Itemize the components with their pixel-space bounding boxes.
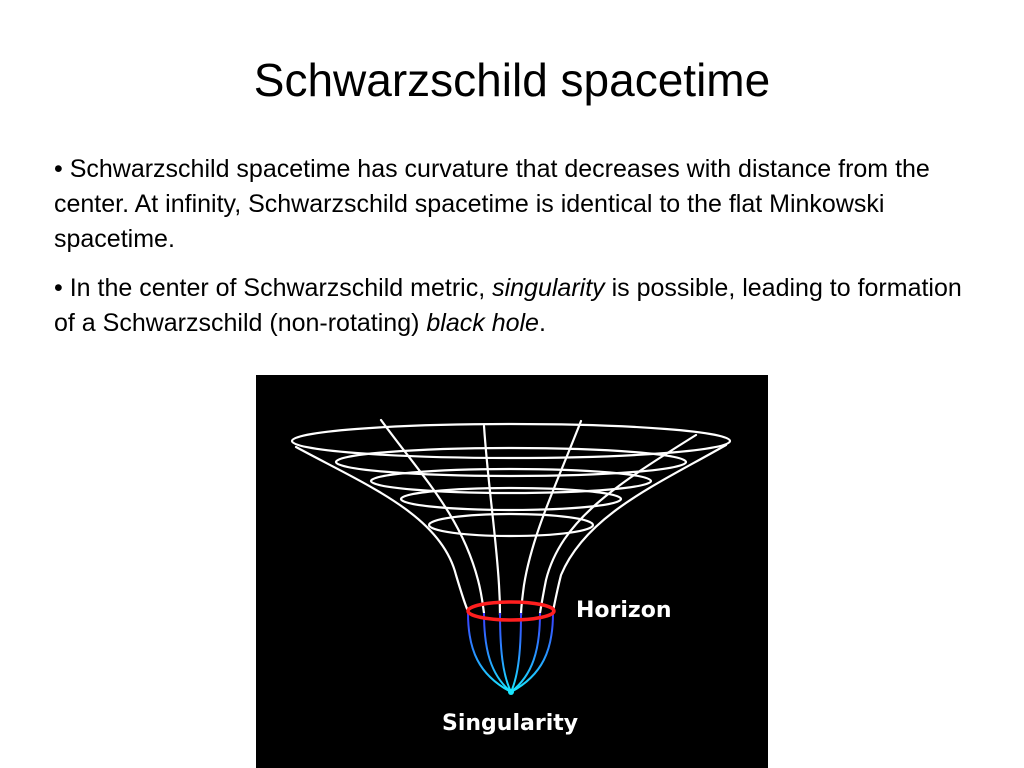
throat-line-1 (468, 613, 511, 692)
singularity-label: Singularity (442, 711, 579, 736)
bullet-2-text-c: . (538, 309, 546, 337)
funnel-ring-1 (292, 424, 730, 458)
funnel-meridian-5 (540, 435, 696, 613)
funnel-meridian-3 (484, 426, 500, 615)
funnel-grid (292, 420, 730, 615)
funnel-ring-2 (336, 448, 686, 476)
throat-line-3 (500, 613, 511, 692)
throat-line-6 (511, 613, 553, 692)
funnel-diagram (256, 375, 768, 768)
horizon-label: Horizon (576, 598, 672, 623)
throat-line-4 (511, 613, 521, 692)
bullet-paragraph-2 (54, 271, 984, 341)
funnel-ring-3 (371, 469, 651, 493)
bullet-2-italic-singularity: singularity (492, 274, 605, 302)
bullet-2-text-b: is possible, leading to formation of a Schwarzschild (non-rotating) (54, 274, 962, 337)
singularity-point (508, 689, 514, 695)
bullet-2-italic-black-hole: black hole (426, 309, 539, 337)
slide-title: Schwarzschild spacetime (253, 54, 771, 106)
bullet-paragraph-1 (54, 152, 984, 257)
bullet-2-text-a: • In the center of Schwarzschild metric, (54, 274, 493, 302)
schwarzschild-funnel-figure (256, 375, 768, 768)
bullet-1-text: • Schwarzschild spacetime has curvature that decreases with distance from the center. At infinity, Schwarzschild spacetime is identical to the flat Minkowski spacetime. (54, 155, 930, 253)
funnel-inner-lines (468, 613, 553, 692)
slide-body (54, 152, 984, 355)
